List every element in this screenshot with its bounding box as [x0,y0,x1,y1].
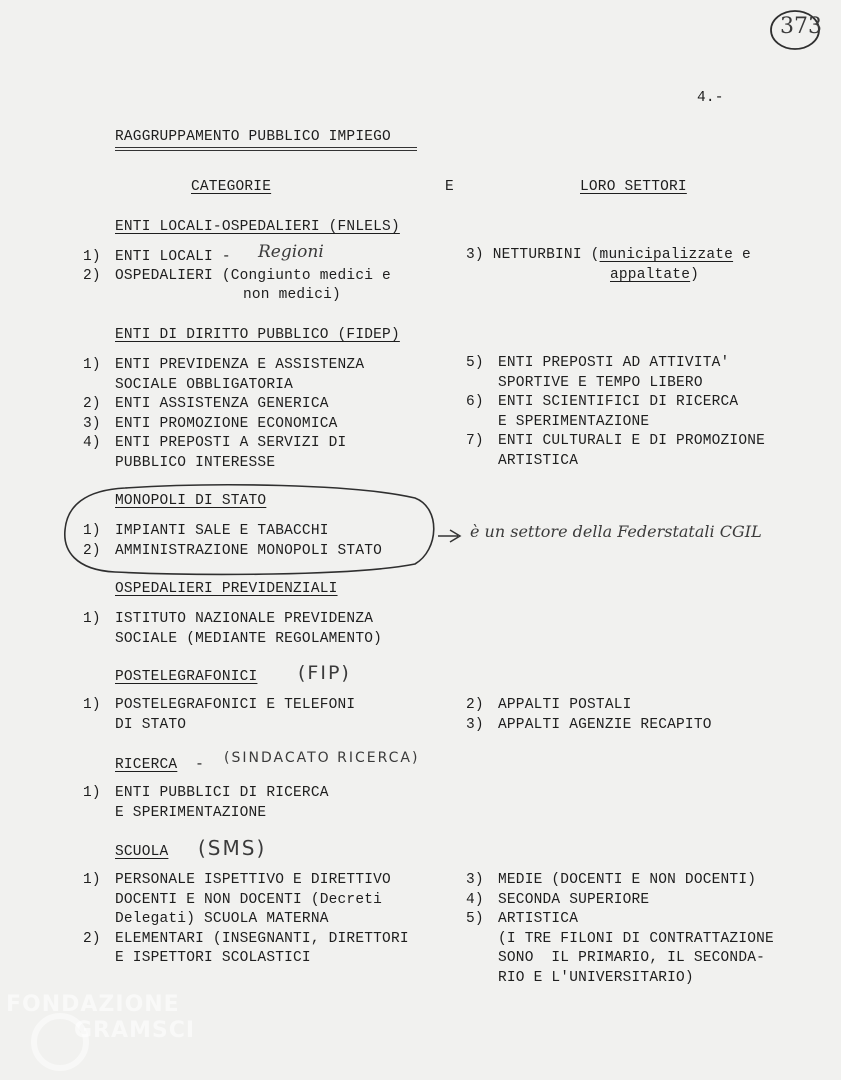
enti-diritto-right-list [466,354,765,471]
section-heading-enti-locali: ENTI LOCALI-OSPEDALIERI (FNLELS) [115,219,400,235]
postelegrafonici-left-list [83,696,355,735]
list-item: SPORTIVE E TEMPO LIBERO [498,374,703,391]
list-item: 1) POSTELEGRAFONICI E TELEFONI [83,697,356,713]
enti-diritto-left-list [83,356,364,473]
postelegrafonici-right-list [466,696,712,735]
header-loro-settori: LORO SETTORI [580,179,687,195]
list-item: DOCENTI E NON DOCENTI (Decreti [115,891,383,908]
page-number: 4.- [697,90,724,106]
watermark-gramsci: GRAMSCI [74,1018,196,1043]
list-item: 3) ENTI PROMOZIONE ECONOMICA [83,415,338,432]
list-item: 3) APPALTI AGENZIE RECAPITO [466,716,712,733]
section-heading-scuola: SCUOLA [115,844,169,860]
scuola-right-list [466,871,774,988]
list-item-continuation: appaltate) [610,267,700,283]
section-heading-postelegrafonici: POSTELEGRAFONICI [115,669,258,685]
list-item: 1) ISTITUTO NAZIONALE PREVIDENZA [83,611,374,627]
list-item: 7) ENTI CULTURALI E DI PROMOZIONE [466,433,766,449]
list-item: 2) APPALTI POSTALI [466,697,632,713]
list-item: 1) IMPIANTI SALE E TABACCHI [83,523,329,539]
annotation-sms: (SMS) [198,836,267,860]
list-item: SOCIALE (MEDIANTE REGOLAMENTO) [115,630,383,647]
page-title: RAGGRUPPAMENTO PUBBLICO IMPIEGO [115,129,391,145]
list-item: E SPERIMENTAZIONE [498,413,650,430]
section-heading-enti-diritto: ENTI DI DIRITTO PUBBLICO (FIDEP) [115,327,400,343]
header-categorie: CATEGORIE [191,179,272,195]
list-item-continuation: non medici) [243,287,341,303]
list-item: 2) OSPEDALIERI (Congiunto medici e [83,268,391,284]
list-item: 1) ENTI LOCALI - [83,249,231,265]
list-item: 6) ENTI SCIENTIFICI DI RICERCA [466,394,739,410]
annotation-sindacato-ricerca: (SINDACATO RICERCA) [224,750,420,766]
header-e: E [445,179,454,195]
section-heading-ospedalieri-previdenziali: OSPEDALIERI PREVIDENZIALI [115,581,338,597]
list-item: SONO IL PRIMARIO, IL SECONDA- [498,950,766,966]
list-item: E ISPETTORI SCOLASTICI [115,950,311,966]
list-item: SOCIALE OBBLIGATORIA [115,376,294,393]
watermark-logo [30,1010,90,1074]
monopoli-list [83,522,382,561]
list-item: 2) AMMINISTRAZIONE MONOPOLI STATO [83,542,383,559]
arrow-icon [436,528,466,544]
list-item: 2) ELEMENTARI (INSEGNANTI, DIRETTORI [83,930,409,947]
scuola-left-list [83,871,409,969]
list-item: 5) ARTISTICA [466,911,579,927]
ospedalieri-list [83,610,382,649]
archive-stamp-number: 373 [780,14,822,39]
list-item-netturbini: 3) NETTURBINI (municipalizzate e [466,247,751,263]
annotation-federstatali: è un settore della Federstatali CGIL [470,522,762,541]
list-item: 2) ENTI ASSISTENZA GENERICA [83,396,329,412]
annotation-fip: (FIP) [298,662,351,684]
list-item: 1) ENTI PUBBLICI DI RICERCA [83,785,329,801]
list-item: ARTISTICA [498,452,579,469]
section-heading-ricerca: RICERCA - [115,757,205,773]
list-item: 4) SECONDA SUPERIORE [466,891,650,908]
list-item: E SPERIMENTAZIONE [115,804,267,821]
list-item: 5) ENTI PREPOSTI AD ATTIVITA' [466,355,730,371]
watermark-fondazione: FONDAZIONE [6,992,180,1017]
list-item: 1) PERSONALE ISPETTIVO E DIRETTIVO [83,872,391,888]
list-item: RIO E L'UNIVERSITARIO) [498,969,694,986]
list-item: PUBBLICO INTERESSE [115,454,276,471]
ricerca-list [83,784,329,823]
list-item: Delegati) SCUOLA MATERNA [115,911,329,927]
annotation-regioni: Regioni [258,242,324,262]
list-item: 4) ENTI PREPOSTI A SERVIZI DI [83,435,347,451]
title-double-underline [115,147,417,151]
list-item: DI STATO [115,716,187,733]
list-item: (I TRE FILONI DI CONTRATTAZIONE [498,930,774,947]
list-item: 3) MEDIE (DOCENTI E NON DOCENTI) [466,872,757,888]
section-heading-monopoli: MONOPOLI DI STATO [115,493,267,509]
list-item: 1) ENTI PREVIDENZA E ASSISTENZA [83,357,365,373]
